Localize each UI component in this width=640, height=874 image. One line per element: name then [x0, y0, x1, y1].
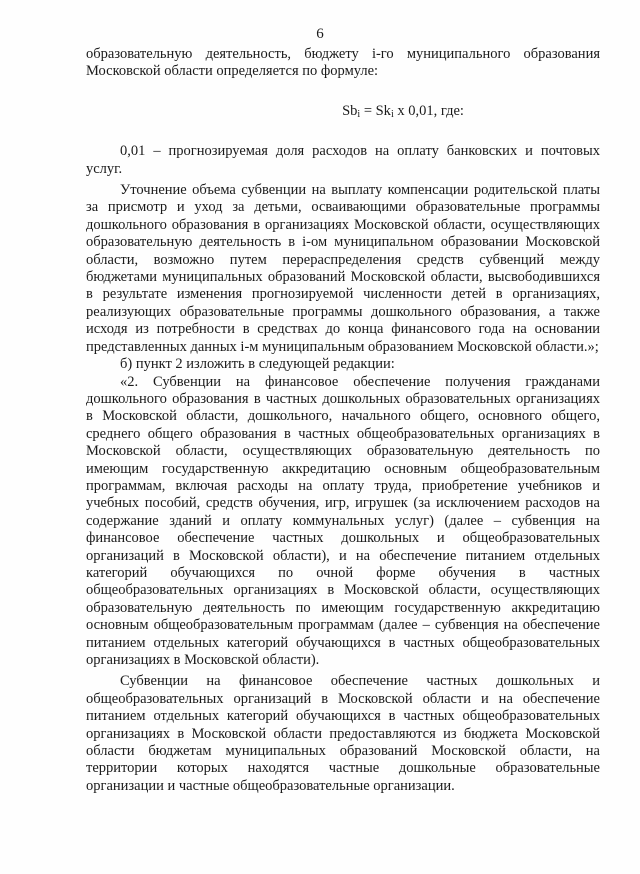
formula: [86, 103, 600, 123]
formula-sb: Sb: [342, 102, 358, 119]
paragraph-subventions: Субвенции на финансовое обеспечение частных дошкольных и общеобразовательных организаций в Московской области и на обеспечение питанием отдельных категорий обучающихся в частных общеобразовательных организациях в Московской области предоставляются из бюджета Московской области бюджетам муниципальных образований Московской области, на территории которых находятся частные дошкольные образовательные организации и частные общеобразовательные организации.: [86, 673, 600, 794]
document-body: [86, 46, 600, 795]
formula-subscript-i-1: i: [357, 108, 361, 120]
page-number: 6: [316, 26, 324, 42]
paragraph-item-b: б) пункт 2 изложить в следующей редакции:: [120, 356, 395, 373]
paragraph-continuation: образовательную деятельность, бюджету i-го муниципального образования Московской области определяется по формуле:: [86, 46, 600, 80]
formula-sk: = Sk: [360, 102, 391, 119]
formula-subscript-i-2: i: [390, 108, 394, 120]
paragraph-coefficient: 0,01 – прогнозируемая доля расходов на оплату банковских и почтовых услуг.: [86, 143, 600, 177]
paragraph-clause-2: «2. Субвенции на финансовое обеспечение получения гражданами дошкольного образования в частных дошкольных образовательных организациях в Московской области, дошкольного, начального общего, основного общего, среднего общего образования в частных общеобразовательных организациях в Московской области, осуществляющих образовательную деятельность по имеющим государственную аккредитацию основным общеобразовательным программам, включая расходы на оплату труда, приобретение учебников и учебных пособий, средств обучения, игр, игрушек (за исключением расходов на содержание зданий и оплату коммунальных услуг) (далее – субвенция на финансовое обеспечение частных дошкольных и общеобразовательных организаций в Московской области), и на обеспечение питанием отдельных категорий обучающихся по очной форме обучения в частных общеобразовательных организациях в Московской области, осуществляющих образовательную деятельность по имеющим государственную аккредитацию основным общеобразовательным программам (далее – субвенция на обеспечение питанием отдельных категорий обучающихся в частных общеобразовательных организациях в Московской области).: [86, 373, 600, 668]
formula-tail: x 0,01, где:: [393, 102, 464, 119]
paragraph-clarification: Уточнение объема субвенции на выплату компенсации родительской платы за присмотр и уход за детьми, осваивающими образовательные программы дошкольного образования в организациях Московской области, осуществляющих образовательную деятельность в i-ом муниципальном образовании Московской области, возможно путем перераспределения средств субвенций между бюджетами муниципальных образований Московской области, высвободившихся в результате изменения прогнозируемой численности детей в организациях, реализующих образовательные программы дошкольного образования, а также исходя из потребности в средствах до конца финансового года на основании представленных данных i-м муниципальным образованием Московской области.»;: [86, 182, 600, 355]
